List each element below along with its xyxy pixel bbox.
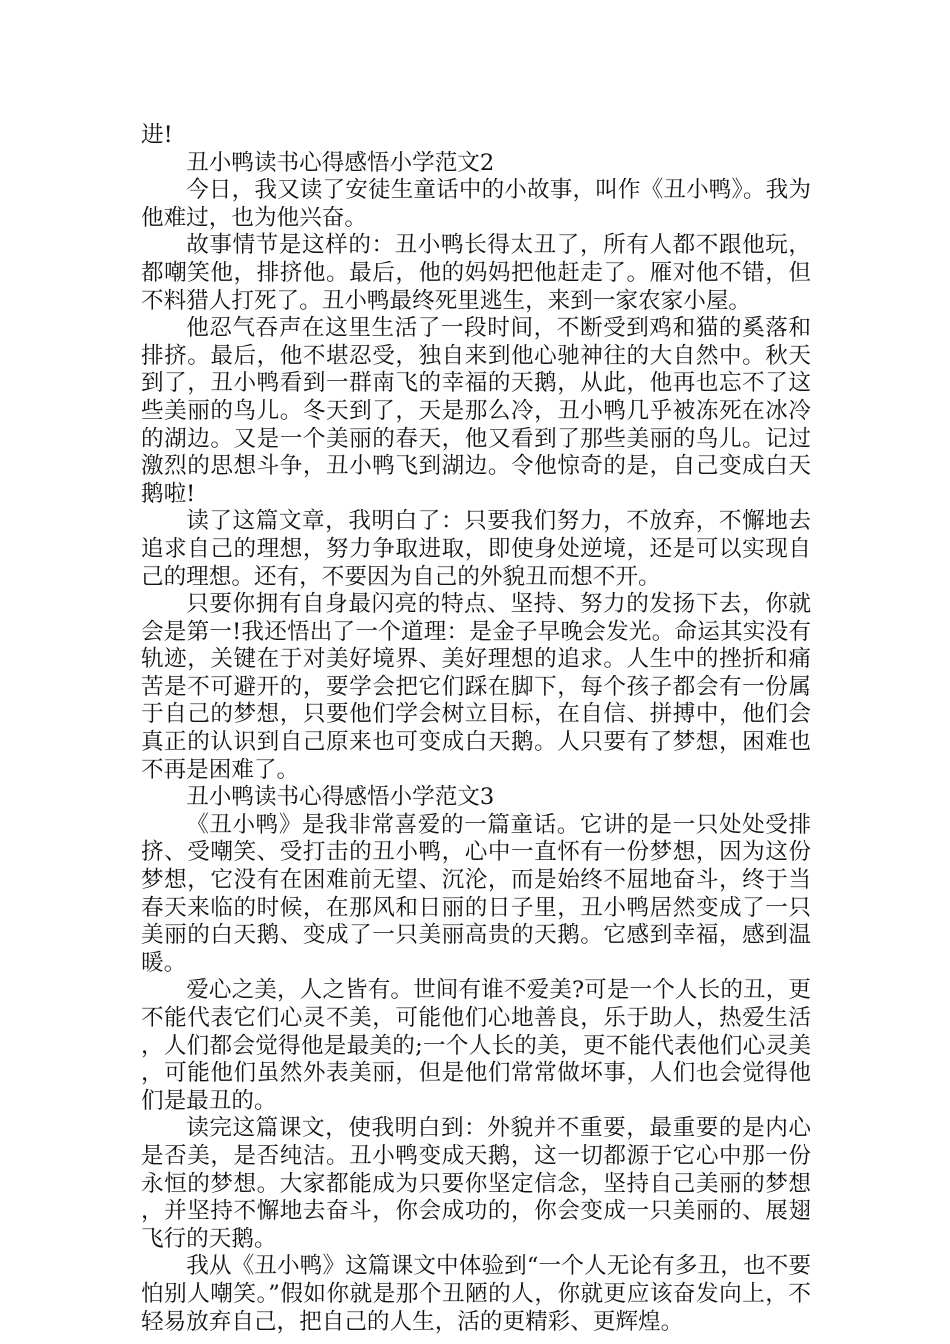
paragraph: 只要你拥有自身最闪亮的特点、坚持、努力的发扬下去，你就会是第一!我还悟出了一个道理：是金子早晚会发光。命运其实没有轨迹，关键在于对美好境界、美好理想的追求。人生中的挫折和痛苦是不可避开的，要学会把它们踩在脚下，每个孩子都会有一份属于自己的梦想，只要他们学会树立目标，在自信、拼搏中，他们会真正的认识到自己原来也可变成白天鹅。人只要有了梦想，困难也不再是困难了。 [141, 591, 811, 783]
paragraph: 爱心之美，人之皆有。世间有谁不爱美?可是一个人长的丑，更不能代表它们心灵不美，可能他们心地善良，乐于助人，热爱生活，人们都会觉得他是最美的;一个人长的美，更不能代表他们心灵美，可能他们虽然外表美丽，但是他们常常做坏事，人们也会觉得他们是最丑的。 [141, 977, 811, 1114]
paragraph-continuation: 进! [141, 122, 173, 148]
document-body [141, 122, 811, 1336]
paragraph: 读了这篇文章，我明白了：只要我们努力，不放弃，不懈地去追求自己的理想，努力争取进取，即使身处逆境，还是可以实现自己的理想。还有，不要因为自己的外貌丑而想不开。 [141, 508, 811, 590]
paragraph: 读完这篇课文，使我明白到：外貌并不重要，最重要的是内心是否美，是否纯洁。丑小鸭变成天鹅，这一切都源于它心中那一份永恒的梦想。大家都能成为只要你坚定信念，坚持自己美丽的梦想，并坚持不懈地去奋斗，你会成功的，你会变成一只美丽的、展翅飞行的天鹅。 [141, 1115, 811, 1252]
section-heading-2: 丑小鸭读书心得感悟小学范文2 [186, 149, 495, 176]
section-heading-3: 丑小鸭读书心得感悟小学范文3 [186, 784, 495, 811]
paragraph: 《丑小鸭》是我非常喜爱的一篇童话。它讲的是一只处处受排挤、受嘲笑、受打击的丑小鸭，心中一直怀有一份梦想，因为这份梦想，它没有在困难前无望、沉沦，而是始终不屈地奋斗，终于当春天来临的时候，在那风和日丽的日子里，丑小鸭居然变成了一只美丽的白天鹅、变成了一只美丽高贵的天鹅。它感到幸福，感到温暖。 [141, 811, 811, 976]
paragraph: 故事情节是这样的：丑小鸭长得太丑了，所有人都不跟他玩，都嘲笑他，排挤他。最后，他的妈妈把他赶走了。雁对他不错，但不料猎人打死了。丑小鸭最终死里逃生，来到一家农家小屋。 [141, 232, 811, 314]
paragraph: 他忍气吞声在这里生活了一段时间，不断受到鸡和猫的奚落和排挤。最后，他不堪忍受，独自来到他心驰神往的大自然中。秋天到了，丑小鸭看到一群南飞的幸福的天鹅，从此，他再也忘不了这些美丽的鸟儿。冬天到了，天是那么冷，丑小鸭几乎被冻死在冰冷的湖边。又是一个美丽的春天，他又看到了那些美丽的鸟儿。记过激烈的思想斗争，丑小鸭飞到湖边。令他惊奇的是，自己变成白天鹅啦! [141, 315, 811, 507]
paragraph: 我从《丑小鸭》这篇课文中体验到“一个人无论有多丑，也不要怕别人嘲笑。”假如你就是那个丑陋的人，你就更应该奋发向上，不轻易放弃自己，把自己的人生，活的更精彩、更辉煌。 [141, 1253, 811, 1335]
paragraph: 今日，我又读了安徒生童话中的小故事，叫作《丑小鸭》。我为他难过，也为他兴奋。 [141, 177, 811, 231]
